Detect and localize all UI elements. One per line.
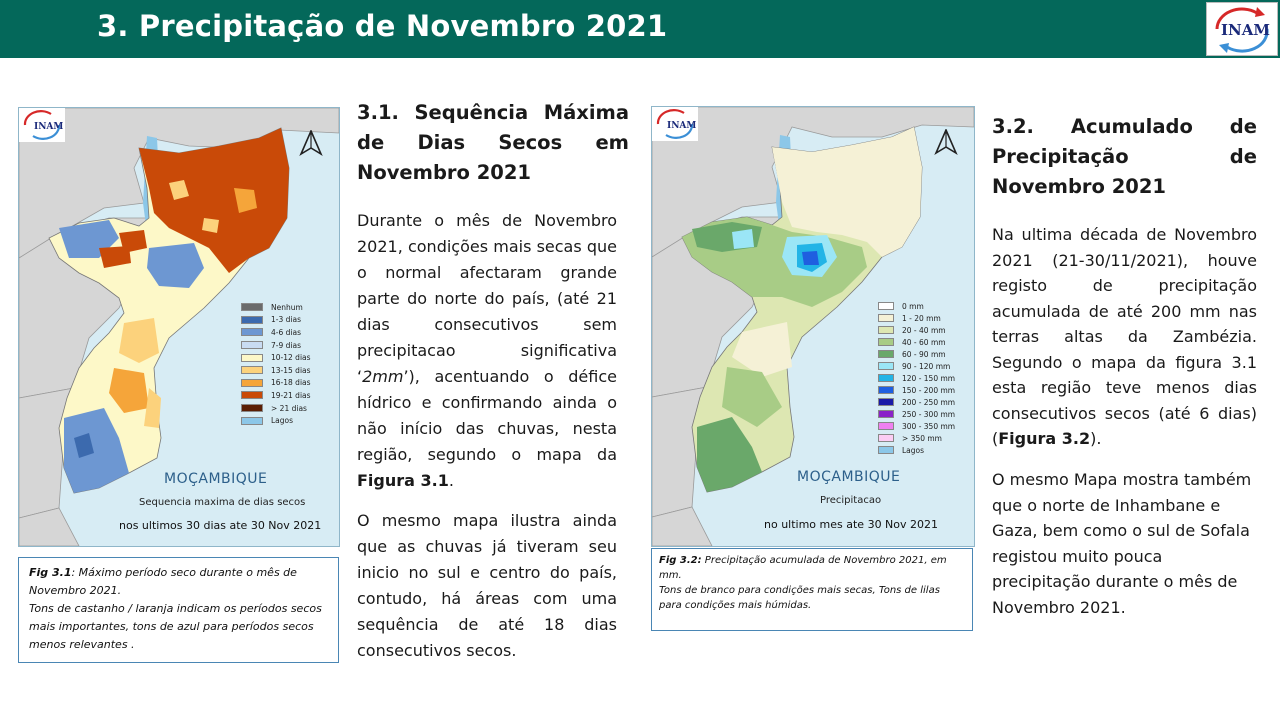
legend-item: > 21 dias: [241, 402, 311, 415]
legend-item: 60 - 90 mm: [878, 348, 955, 360]
section1-title-line2: de Dias Secos em: [357, 131, 629, 154]
section2-title-line3: Novembro 2021: [992, 175, 1167, 198]
legend-item: 90 - 120 mm: [878, 360, 955, 372]
legend-item: 20 - 40 mm: [878, 324, 955, 336]
legend-item: 300 - 350 mm: [878, 420, 955, 432]
legend-item: Nenhum: [241, 301, 311, 314]
legend-item: 40 - 60 mm: [878, 336, 955, 348]
section2-title-line1: 3.2. Acumulado de: [992, 115, 1257, 138]
map2-subtitle: Precipitacao: [820, 495, 882, 506]
legend-item: 1 - 20 mm: [878, 312, 955, 324]
north-arrow-icon: [299, 130, 323, 156]
legend-item: 1-3 dias: [241, 314, 311, 327]
map-dry-days: [18, 107, 340, 547]
map2-country-label: MOÇAMBIQUE: [797, 469, 901, 485]
section2-paragraph1: Na ultima década de Novembro 2021 (21-30/11/2021), houve registo de precipitação acumulada de até 200 mm nas terras altas da Zambézia. Segundo o mapa da figura 3.1 esta região teve menos dias consecutivos secos (até 6 dias) (Figura 3.2).: [992, 225, 1257, 448]
logo-text: INAM: [1221, 21, 1270, 39]
legend-item: Lagos: [878, 444, 955, 456]
legend-item: 250 - 300 mm: [878, 408, 955, 420]
north-arrow-icon: [934, 129, 958, 155]
section2-title-line2: Precipitação de: [992, 145, 1257, 168]
section1-title-line3: Novembro 2021: [357, 161, 532, 184]
legend-item: Lagos: [241, 414, 311, 427]
figure-caption-1: [18, 557, 339, 663]
legend-item: 13-15 dias: [241, 364, 311, 377]
section1-paragraph1: Durante o mês de Novembro 2021, condições mais secas que o normal afectaram grande parte do norte do país, (até 21 dias consecutivos sem precipitacao significativa ‘2mm’), acentuando o défice hídrico e confirmando ainda o não início das chuvas, nesta região, segundo o mapa da Figura 3.1.: [357, 211, 617, 490]
inam-logo: [1206, 2, 1278, 56]
map2-legend: [878, 300, 955, 456]
page-title: 3. Precipitação de Novembro 2021: [97, 9, 668, 43]
map1-date: nos ultimos 30 dias ate 30 Nov 2021: [119, 519, 322, 532]
caption2-text: Precipitação acumulada de Novembro 2021, em mm.: [659, 555, 947, 581]
map1-country-label: MOÇAMBIQUE: [164, 471, 268, 487]
caption1-fig: Fig 3.1: [29, 566, 72, 579]
legend-item: 200 - 250 mm: [878, 396, 955, 408]
map2-logo-text: INAM: [667, 121, 697, 131]
caption2-text2: Tons de branco para condições mais secas, Tons de lilas para condições mais húmidas.: [659, 585, 940, 611]
map1-subtitle: Sequencia maxima de dias secos: [139, 497, 306, 508]
section1-paragraph2: O mesmo mapa ilustra ainda que as chuvas já tiveram seu inicio no sul e centro do país, contudo, há áreas com uma sequência de até 18 dias consecutivos secos.: [357, 511, 617, 660]
section2-title: [992, 112, 1257, 202]
legend-item: 19-21 dias: [241, 389, 311, 402]
caption2-fig: Fig 3.2:: [659, 555, 702, 566]
map1-legend: [241, 301, 311, 427]
legend-item: 10-12 dias: [241, 351, 311, 364]
section1-title: [357, 98, 629, 188]
figure-caption-2: [651, 548, 973, 631]
legend-item: 150 - 200 mm: [878, 384, 955, 396]
legend-item: 4-6 dias: [241, 326, 311, 339]
section2-paragraph2: O mesmo Mapa mostra também que o norte de Inhambane e Gaza, bem como o sul de Sofala registou muito pouca precipitação durante o mês de Novembro 2021.: [992, 470, 1252, 617]
map-precipitation: [651, 106, 975, 547]
legend-item: 0 mm: [878, 300, 955, 312]
legend-item: 7-9 dias: [241, 339, 311, 352]
map1-logo-text: INAM: [34, 122, 64, 132]
legend-item: > 350 mm: [878, 432, 955, 444]
caption1-text2: Tons de castanho / laranja indicam os períodos secos mais importantes, tons de azul para períodos secos menos relevantes .: [29, 602, 322, 651]
header-bar: [0, 0, 1280, 58]
map2-date: no ultimo mes ate 30 Nov 2021: [764, 518, 939, 531]
caption1-text: : Máximo período seco durante o mês de Novembro 2021.: [29, 566, 297, 597]
legend-item: 120 - 150 mm: [878, 372, 955, 384]
legend-item: 16-18 dias: [241, 377, 311, 390]
section1-title-line1: 3.1. Sequência Máxima: [357, 101, 629, 124]
